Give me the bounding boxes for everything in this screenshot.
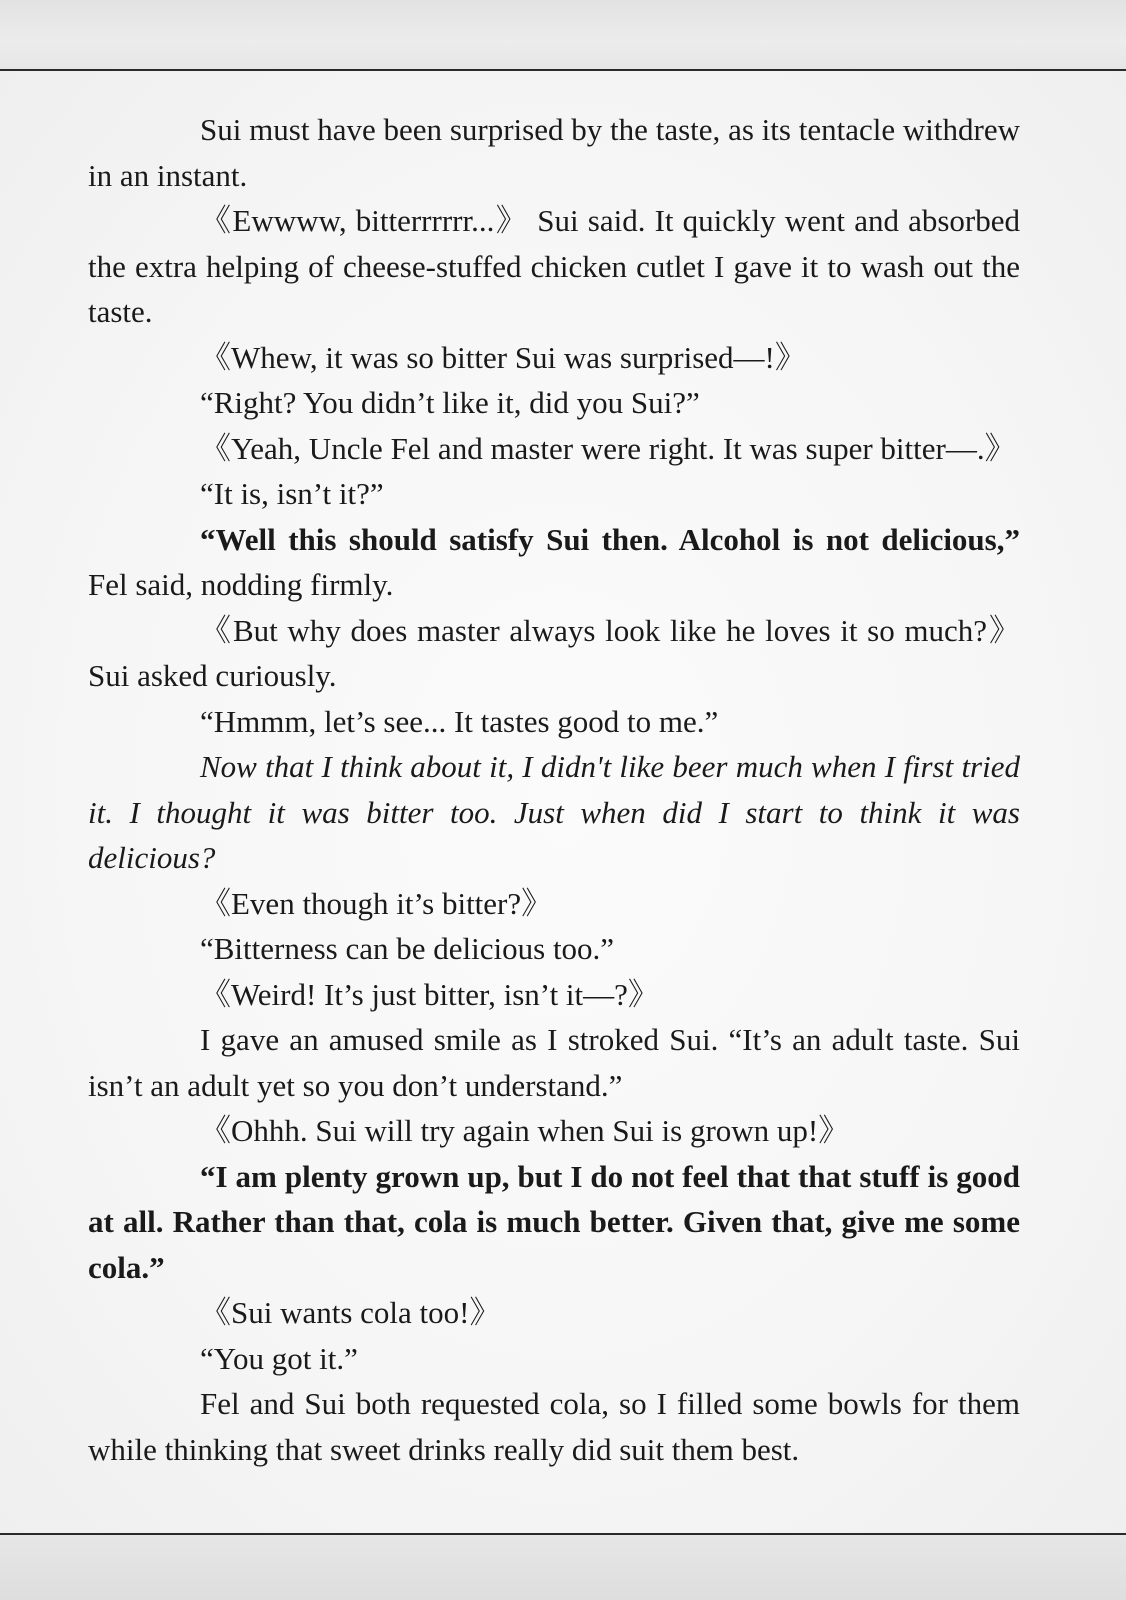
paragraph: 《Whew, it was so bitter Sui was surprised—!》 — [200, 339, 806, 375]
paragraph: 《Sui wants cola too!》 — [200, 1295, 501, 1330]
dialogue-tag: Fel said, nodding firmly. — [88, 567, 394, 602]
paragraph: “You got it.” — [200, 1340, 358, 1376]
paragraph: 《Yeah, Uncle Fel and master were right. It was super bitter—.》 — [200, 430, 1016, 466]
paragraph: 《Weird! It’s just bitter, isn’t it—?》 — [200, 976, 659, 1012]
paragraph: “Right? You didn’t like it, did you Sui?” — [200, 385, 700, 420]
body-text — [88, 107, 1020, 1472]
paragraph: Sui must have been surprised by the taste, as its tentacle withdrew in an instant. — [88, 112, 1020, 193]
paragraph: “Bitterness can be delicious too.” — [200, 931, 615, 966]
paragraph — [88, 517, 1020, 608]
paragraph: “It is, isn’t it?” — [200, 476, 384, 511]
paragraph: 《Ohhh. Sui will try again when Sui is grown up!》 — [200, 1113, 850, 1148]
page-top-margin — [0, 0, 1126, 70]
paragraph: 《Ewwww, bitterrrrrr...》 Sui said. It quickly went and absorbed the extra helping of cheese-stuffed chicken cutlet I gave it to wash out the taste. — [88, 203, 1020, 329]
bold-dialogue: “Well this should satisfy Sui then. Alcohol is not delicious,” — [200, 521, 1020, 557]
paragraph: “Hmmm, let’s see... It tastes good to me.” — [200, 703, 719, 739]
paragraph: I gave an amused smile as I stroked Sui. “It’s an adult taste. Sui isn’t an adult yet so you don’t understand.” — [88, 1022, 1020, 1103]
paragraph: 《Even though it’s bitter?》 — [200, 885, 553, 921]
paragraph: 《But why does master always look like he loves it so much?》 Sui asked curiously. — [88, 612, 1020, 693]
paragraph-italic-thought: Now that I think about it, I didn't like beer much when I first tried it. I thought it was bitter too. Just when did I start to think it was delicious? — [88, 749, 1020, 875]
page-bottom-margin — [0, 1535, 1126, 1600]
paragraph-bold-dialogue: “I am plenty grown up, but I do not feel that that stuff is good at all. Rather than that, cola is much better. Given that, give me some cola.” — [88, 1158, 1020, 1285]
paragraph: Fel and Sui both requested cola, so I filled some bowls for them while thinking that sweet drinks really did suit them best. — [88, 1386, 1020, 1467]
